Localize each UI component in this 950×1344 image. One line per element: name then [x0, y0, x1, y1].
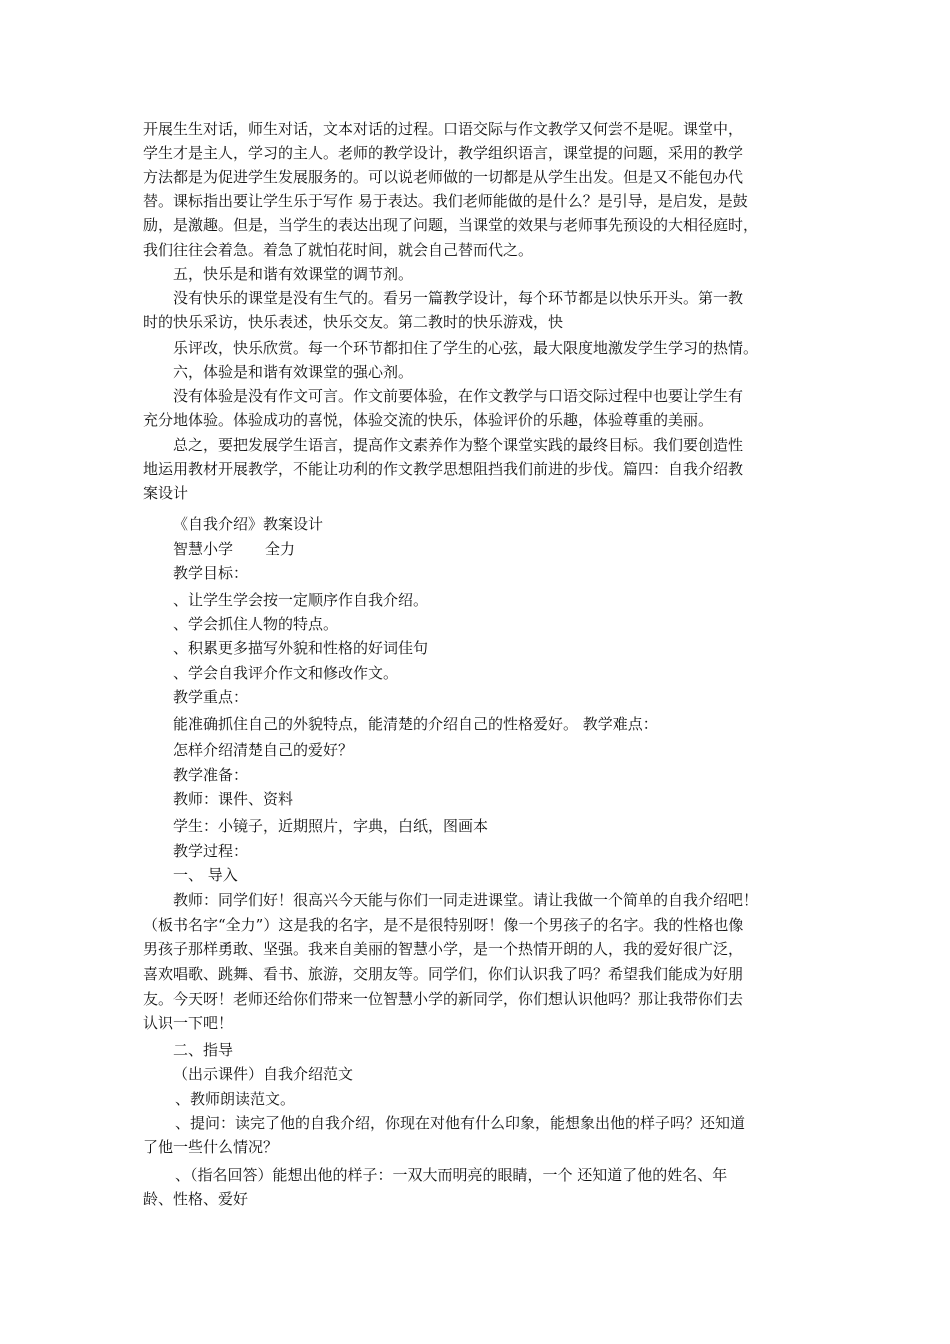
text-line: 了他一些什么情况？ [143, 1138, 279, 1156]
text-line: 怎样介绍清楚自己的爱好？ [173, 741, 354, 759]
text-line: 龄、性格、爱好 [143, 1190, 249, 1208]
lesson-title: 《自我介绍》教案设计 [173, 515, 324, 533]
text-line: 充分地体验。体验成功的喜悦，体验交流的快乐，体验评价的乐趣，体验尊重的美丽。 [143, 411, 714, 429]
text-line: 我们往往会着急。着急了就怕花时间，就会自己替而代之。 [143, 241, 534, 259]
text-line: 喜欢唱歌、跳舞、看书、旅游，交朋友等。同学们，你们认识我了吗？希望我们能成为好朋 [143, 965, 744, 983]
text-line: 没有体验是没有作文可言。作文前要体验，在作文教学与口语交际过程中也要让学生有 [173, 387, 744, 405]
school-name: 智慧小学 [173, 540, 234, 558]
author-name: 全力 [265, 540, 296, 558]
text-line: 能准确抓住自己的外貌特点，能清楚的介绍自己的性格爱好。 教学难点： [173, 715, 658, 733]
text-line: （板书名字“全力”）这是我的名字，是不是很特别呀！像一个男孩子的名字。我的性格也像 [143, 916, 744, 934]
list-item: 、积累更多描写外貌和性格的好词佳句 [173, 639, 429, 657]
author-line [173, 537, 295, 562]
text-line: 地运用教材开展教学，不能让功利的作文教学思想阻挡我们前进的步伐。篇四：自我介绍教 [143, 460, 744, 478]
section-heading: 教学过程： [173, 842, 249, 860]
section-heading: 一、 导入 [173, 866, 238, 884]
text-line: 替。课标指出要让学生乐于写作 易于表达。我们老师能做的是什么？是引导，是启发，是鼓 [143, 192, 748, 210]
section-heading: 教学目标： [173, 564, 249, 582]
list-item: 、学会抓住人物的特点。 [173, 615, 339, 633]
section-heading: 六，体验是和谐有效课堂的强心剂。 [173, 363, 414, 381]
text-line: 认识一下吧！ [143, 1014, 234, 1032]
text-line: 学生：小镜子，近期照片，字典，白纸，图画本 [173, 817, 489, 835]
text-line: 总之，要把发展学生语言，提高作文素养作为整个课堂实践的最终目标。我们要创造性 [173, 436, 744, 454]
list-item: 、学会自我评介作文和修改作文。 [173, 664, 399, 682]
text-line: 开展生生对话，师生对话，文本对话的过程。口语交际与作文教学又何尝不是呢。课堂中， [143, 120, 744, 138]
text-line: 学生才是主人，学习的主人。老师的教学设计，教学组织语言，课堂提的问题，采用的教学 [143, 144, 744, 162]
text-line: 教师：课件、资料 [173, 790, 294, 808]
section-heading: 教学重点： [173, 688, 249, 706]
text-line: 乐评改，快乐欣赏。每一个环节都扣住了学生的心弦，最大限度地激发学生学习的热情。 [173, 339, 759, 357]
text-line: 时的快乐采访，快乐表述，快乐交友。第二教时的快乐游戏，快 [143, 313, 564, 331]
list-item: 、让学生学会按一定顺序作自我介绍。 [173, 591, 429, 609]
text-line: （出示课件）自我介绍范文 [173, 1065, 354, 1083]
section-heading: 二、指导 [173, 1041, 234, 1059]
list-item: 、提问：读完了他的自我介绍，你现在对他有什么印象，能想象出他的样子吗？还知道 [175, 1114, 746, 1132]
list-item: 、（指名回答）能想出他的样子：一双大而明亮的眼睛，一个 还知道了他的姓名、年 [175, 1166, 728, 1184]
text-line: 男孩子那样勇敢、坚强。我来自美丽的智慧小学，是一个热情开朗的人，我的爱好很广泛， [143, 940, 744, 958]
section-heading: 教学准备： [173, 766, 249, 784]
text-line: 案设计 [143, 484, 189, 502]
list-item: 、教师朗读范文。 [175, 1090, 296, 1108]
text-line: 励，是激趣。但是，当学生的表达出现了问题，当课堂的效果与老师事先预设的大相径庭时， [143, 216, 759, 234]
text-line: 没有快乐的课堂是没有生气的。看另一篇教学设计，每个环节都是以快乐开头。第一教 [173, 289, 744, 307]
section-heading: 五，快乐是和谐有效课堂的调节剂。 [173, 265, 414, 283]
text-line: 教师：同学们好！很高兴今天能与你们一同走进课堂。请让我做一个简单的自我介绍吧！ [173, 891, 759, 909]
text-line: 方法都是为促进学生发展服务的。可以说老师做的一切都是从学生出发。但是又不能包办代 [143, 168, 744, 186]
text-line: 友。今天呀！老师还给你们带来一位智慧小学的新同学，你们想认识他吗？那让我带你们去 [143, 990, 744, 1008]
